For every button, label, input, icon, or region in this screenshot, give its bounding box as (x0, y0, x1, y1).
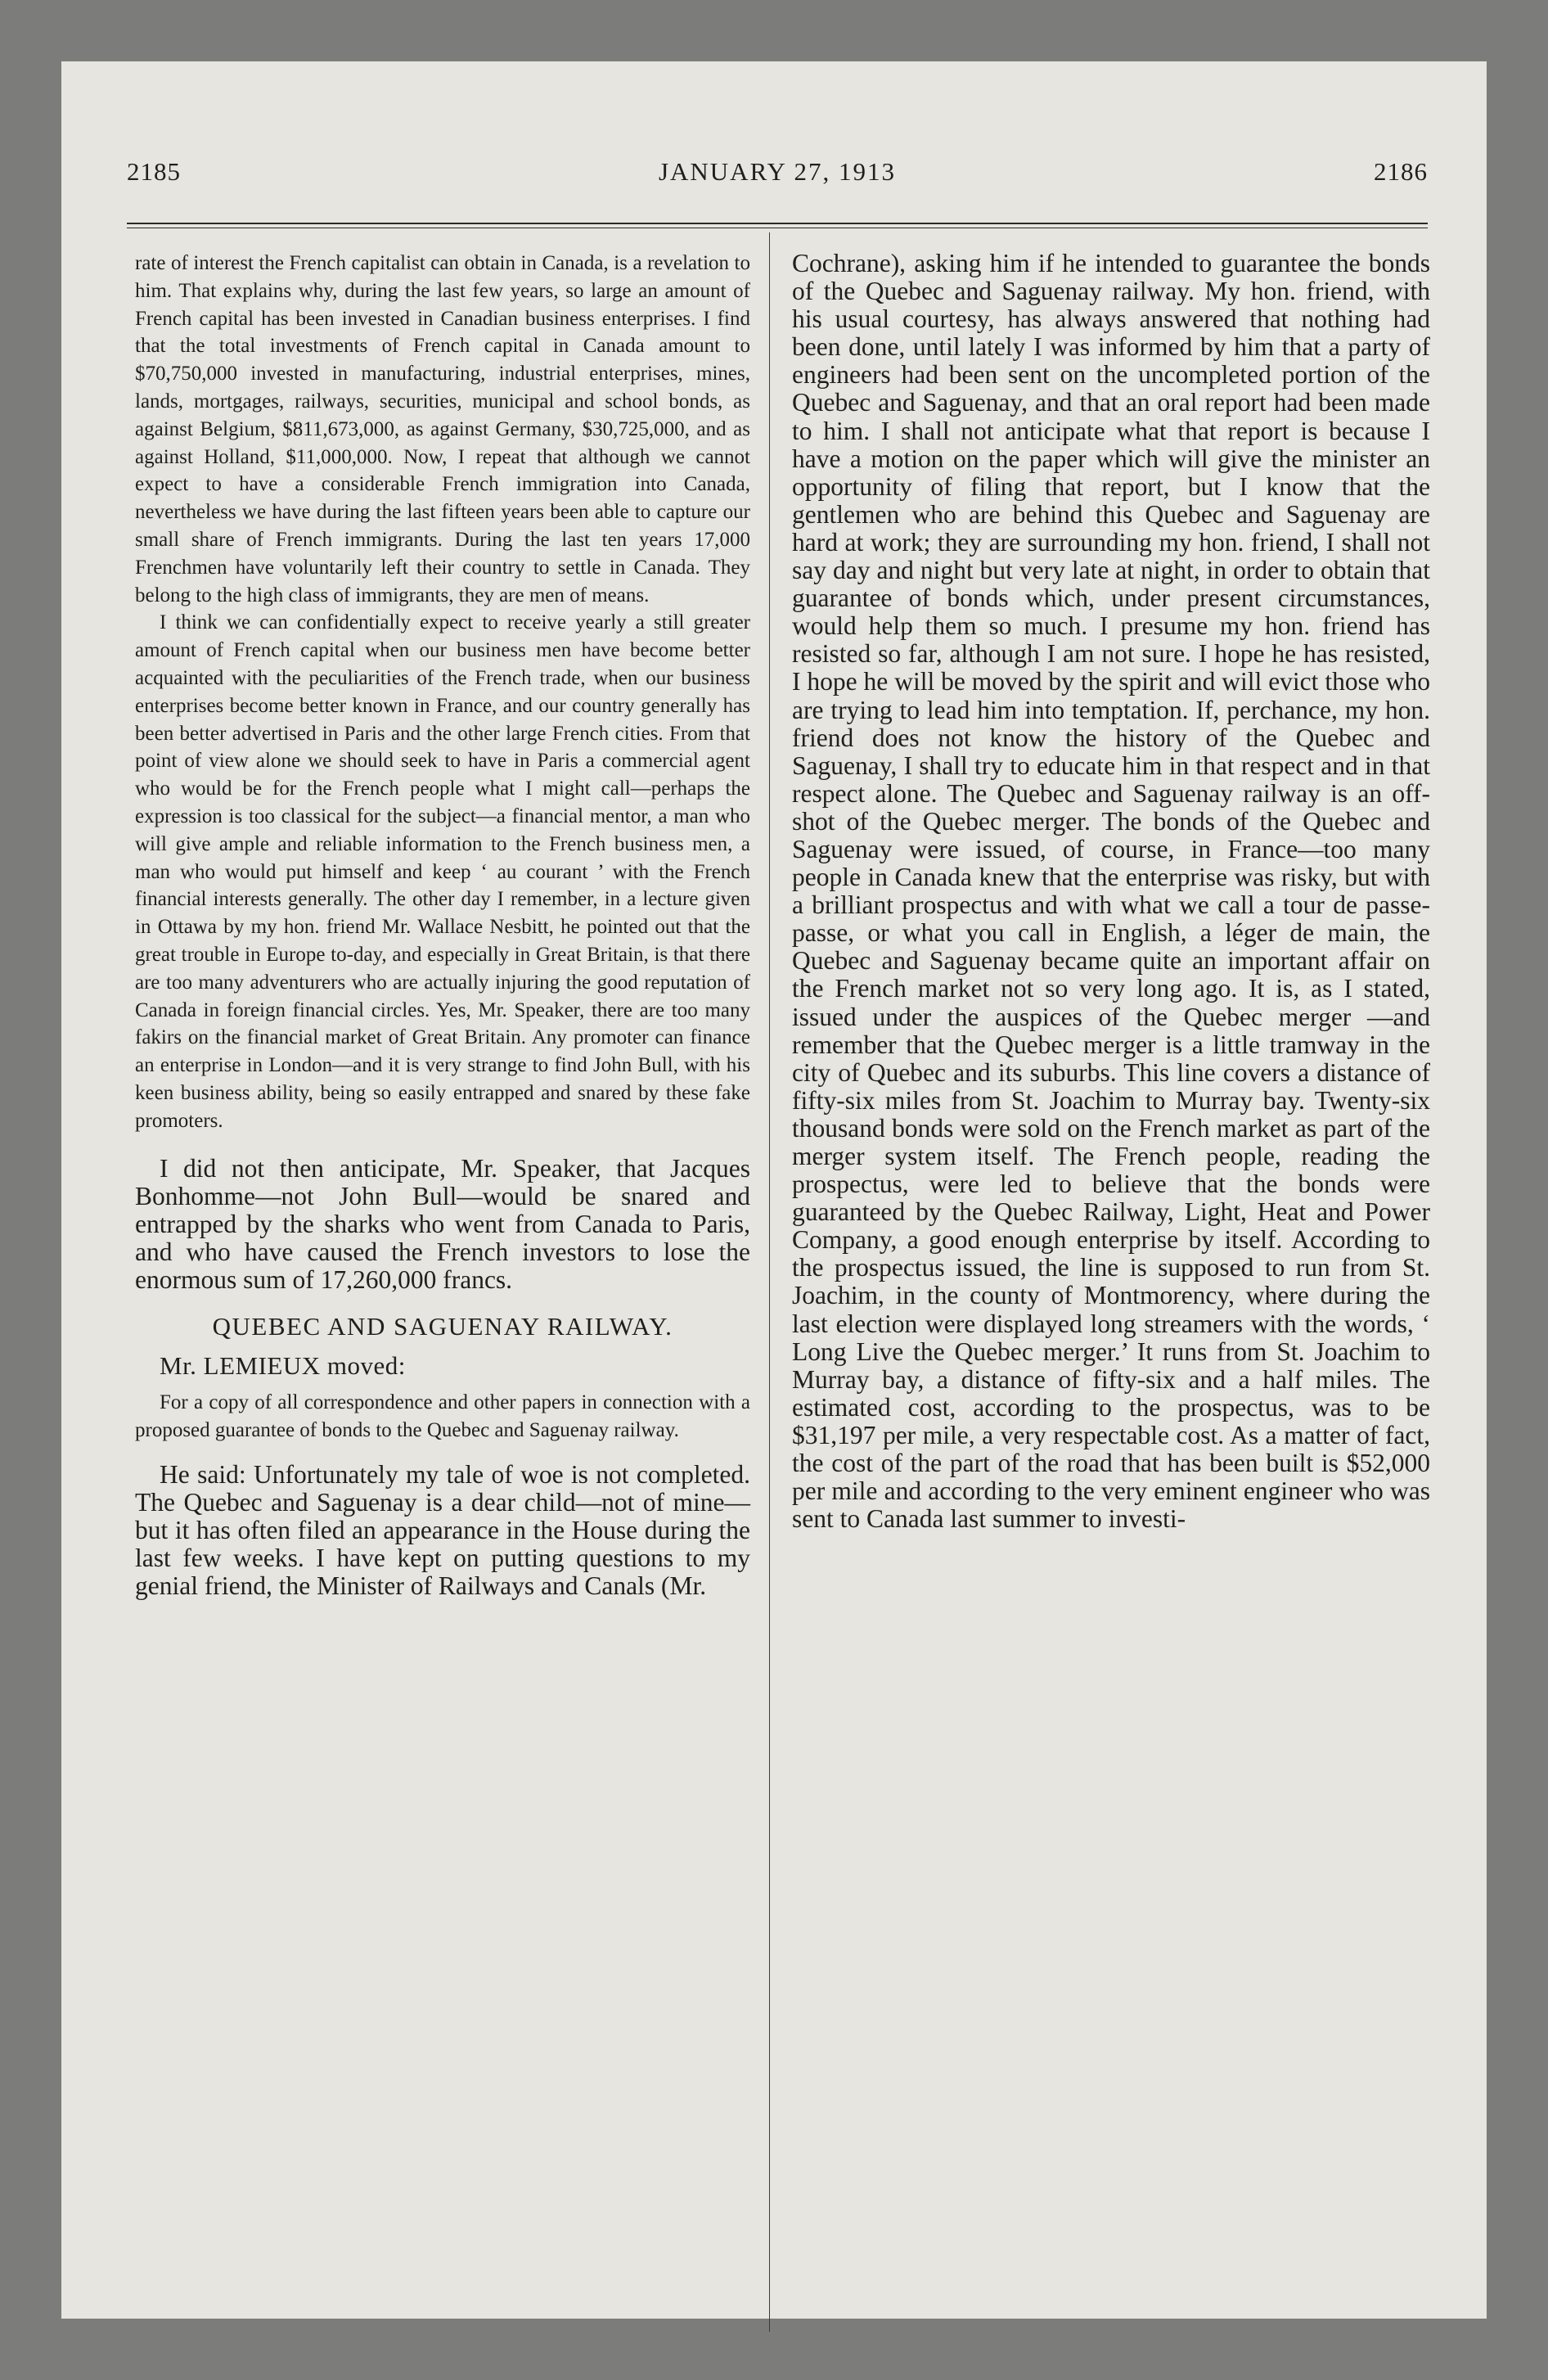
mover-line: Mr. LEMIEUX moved: (160, 1350, 406, 1380)
left-paragraph-2: I think we can confidentially expect to receive yearly a still greater amount of French capital when our business men have become better acquainted with the peculiarities of the French trade, when our business enterprises become better known in France, and our country generally has been better advertised in Paris and the other large French cities. From that point of view alone we should seek to have in Paris a commercial agent who would be for the French people what I might call—perhaps the expression is too classical for the subject—a financial mentor, a man who will give ample and reliable information to the French business men, a man who would put himself and keep ‘ au courant ’ with the French financial interests generally. The other day I remember, in a lecture given in Ottawa by my hon. friend Mr. Wallace Nesbitt, he pointed out that the great trouble in Europe to-day, and especially in Great Britain, is that there are too many adventurers who are actually injuring the good reputation of Canada in foreign financial circles. Yes, Mr. Speaker, there are too many fakirs on the financial market of Great Britain. Any promoter can finance an enterprise in London—and it is very strange to find John Bull, with his keen business ability, being so easily entrapped and snared by these fake promoters. (135, 611, 750, 1132)
left-paragraph-3: I did not then anticipate, Mr. Speaker, that Jacques Bonhomme—not John Bull—would be snared and entrapped by the sharks who went from Canada to Paris, and who have caused the French investors to lose the enormous sum of 17,260,000 francs. (135, 1153, 750, 1294)
left-paragraph-4: He said: Unfortunately my tale of woe is not completed. The Quebec and Saguenay is a dear child—not of mine—but it has often filed an appearance in the House during the last few weeks. I have kept on putting questions to my genial friend, the Minister of Railways and Canals (Mr. (135, 1459, 750, 1600)
right-column (792, 250, 1430, 1533)
header-rule (127, 223, 1428, 224)
motion-text: For a copy of all correspondence and other papers in connection with a proposed guarantee of bonds to the Quebec and Saguenay railway. (135, 1391, 750, 1441)
page-number-right: 2186 (1374, 157, 1428, 186)
page-header (127, 157, 1428, 190)
section-title: QUEBEC AND SAGUENAY RAILWAY. (212, 1311, 673, 1341)
document-page (61, 61, 1487, 2319)
left-column (135, 250, 750, 1600)
header-date: JANUARY 27, 1913 (658, 157, 897, 186)
right-paragraph-1: Cochrane), asking him if he intended to guarantee the bonds of the Quebec and Saguenay railway. My hon. friend, with his usual courtesy, has always answered that nothing had been done, until lately I was informed by him that a party of engineers had been sent on the uncompleted portion of the Quebec and Saguenay, and that an oral report had been made to him. I shall not anticipate what that report is because I have a motion on the paper which will give the minister an opportunity of filing that report, but I know that the gentlemen who are behind this Quebec and Saguenay are hard at work; they are surrounding my hon. friend, I shall not say day and night but very late at night, in order to obtain that guarantee of bonds which, under present circumstances, would help them so much. I presume my hon. friend has resisted so far, although I am not sure. I hope he has resisted, I hope he will be moved by the spirit and will evict those who are trying to lead him into temptation. If, perchance, my hon. friend does not know the history of the Quebec and Saguenay, I shall try to educate him in that respect and in that respect alone. The Quebec and Saguenay railway is an off-shot of the Quebec merger. The bonds of the Quebec and Saguenay were issued, of course, in France—too many people in Canada knew that the enterprise was risky, but with a brilliant prospectus and with what we call a tour de passe-passe, or what you call in English, a léger de main, the Quebec and Saguenay became quite an important affair on the French market not so very long ago. It is, as I stated, issued under the auspices of the Quebec merger —and remember that the Quebec merger is a little tramway in the city of Quebec and its suburbs. This line covers a distance of fifty-six miles from St. Joachim to Murray bay. Twenty-six thousand bonds were sold on the French market as part of the merger system itself. The French people, reading the prospectus, were led to believe that the bonds were guaranteed by the Quebec Railway, Light, Heat and Power Company, a good enough enterprise by itself. According to the prospectus issued, the line is supposed to run from St. Joachim, in the county of Montmorency, where during the last election were displayed long streamers with the words, ‘ Long Live the Quebec merger.’ It runs from St. Joachim to Murray bay, a distance of fifty-six and a half miles. The estimated cost, according to the prospectus, was to be $31,197 per mile, a very respectable cost. As a matter of fact, the cost of the part of the road that has been built is $52,000 per mile and according to the very eminent engineer who was sent to Canada last summer to investi- (792, 249, 1430, 1534)
page-number-left: 2185 (127, 157, 181, 186)
left-paragraph-1: rate of interest the French capitalist can obtain in Canada, is a revelation to him. That explains why, during the last few years, so large an amount of French capital has been invested in Canadian business enterprises. I find that the total investments of French capital in Canada amount to $70,750,000 invested in manufacturing, industrial enterprises, mines, lands, mortgages, railways, securities, municipal and school bonds, as against Belgium, $811,673,000, as against Germany, $30,725,000, and as against Holland, $11,000,000. Now, I repeat that although we cannot expect to have a considerable French immigration into Canada, nevertheless we have during the last fifteen years been able to capture our small share of French immigrants. During the last ten years 17,000 Frenchmen have voluntarily left their country to settle in Canada. They belong to the high class of immigrants, they are men of means. (135, 252, 750, 606)
column-divider (769, 232, 770, 2332)
